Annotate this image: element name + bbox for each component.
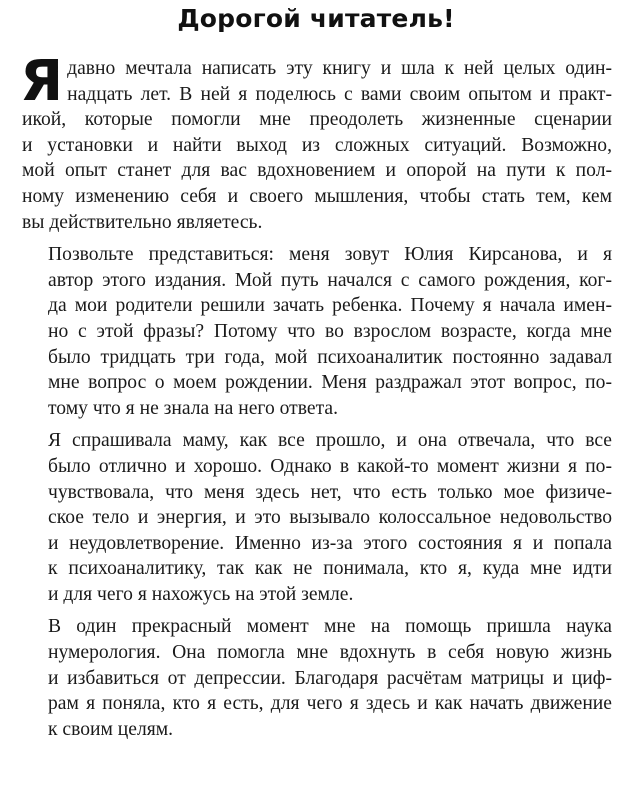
text-line: давно мечтала написать эту книгу и шла к ней целых один- [67,58,612,79]
text-line: и избавиться от депрессии. Благодаря расчётам матрицы и циф- [48,667,612,689]
page-title: Дорогой читатель! [177,4,455,33]
text-line: Позвольте представиться: меня зовут Юлия Кирсанова, и я [48,244,612,266]
text-line: и установки и найти выход из сложных ситуаций. Возможно, [22,134,612,156]
paragraph-4 [22,614,612,742]
text-line: Я спрашивала маму, как все прошло, и она отвечала, что все [48,430,612,452]
text-line: было тридцать три года, мой психоаналитик постоянно задавал [48,346,612,368]
text-line: к психоаналитику, так как не понимала, кто я, куда мне идти [48,558,612,580]
drop-cap: Я [20,49,64,114]
text-line: мне вопрос о моем рождении. Меня раздражал этот вопрос, по- [48,372,612,394]
text-line: чувствовала, что меня здесь нет, что есть только мое физиче- [48,481,612,503]
text-line: вы действительно являетесь. [22,211,263,233]
text-line: ское тело и энергия, и это вызывало колоссальное недовольство [48,507,612,529]
paragraph-2 [22,242,612,421]
text-line: икой, которые помогли мне преодолеть жизненные сценарии [22,109,612,131]
text-line: рам я поняла, кто я есть, для чего я здесь и как начать движение [48,693,612,715]
text-line: было отлично и хорошо. Однако в какой-то момент жизни я по- [48,455,612,477]
text-line: мой опыт станет для вас вдохновением и опорой на пути к пол- [22,160,612,182]
text-line: и неудовлетворение. Именно из-за этого состояния я и попала [48,532,612,554]
text-line: тому что я не знала на него ответа. [48,397,338,419]
body-text [20,49,612,749]
paragraph-3 [22,428,612,607]
text-line: автор этого издания. Мой путь начался с самого рождения, ког- [48,269,612,291]
text-line: В один прекрасный момент мне на помощь пришла наука [48,616,612,638]
text-line: надцать лет. В ней я поделюсь с вами своим опытом и практ- [67,83,612,105]
text-line: и для чего я нахожусь на этой земле. [48,583,354,605]
text-line: ному изменению себя и своего мышления, чтобы стать тем, кем [22,185,612,207]
text-line: к своим целям. [48,718,174,740]
paragraph-1 [20,49,612,235]
text-line: нумерология. Она помогла мне вдохнуть в себя новую жизнь [48,642,612,664]
text-line: да мои родители решили зачать ребенка. Почему я начала имен- [48,295,612,317]
text-line: но с этой фразы? Потому что во взрослом возрасте, когда мне [48,320,612,342]
